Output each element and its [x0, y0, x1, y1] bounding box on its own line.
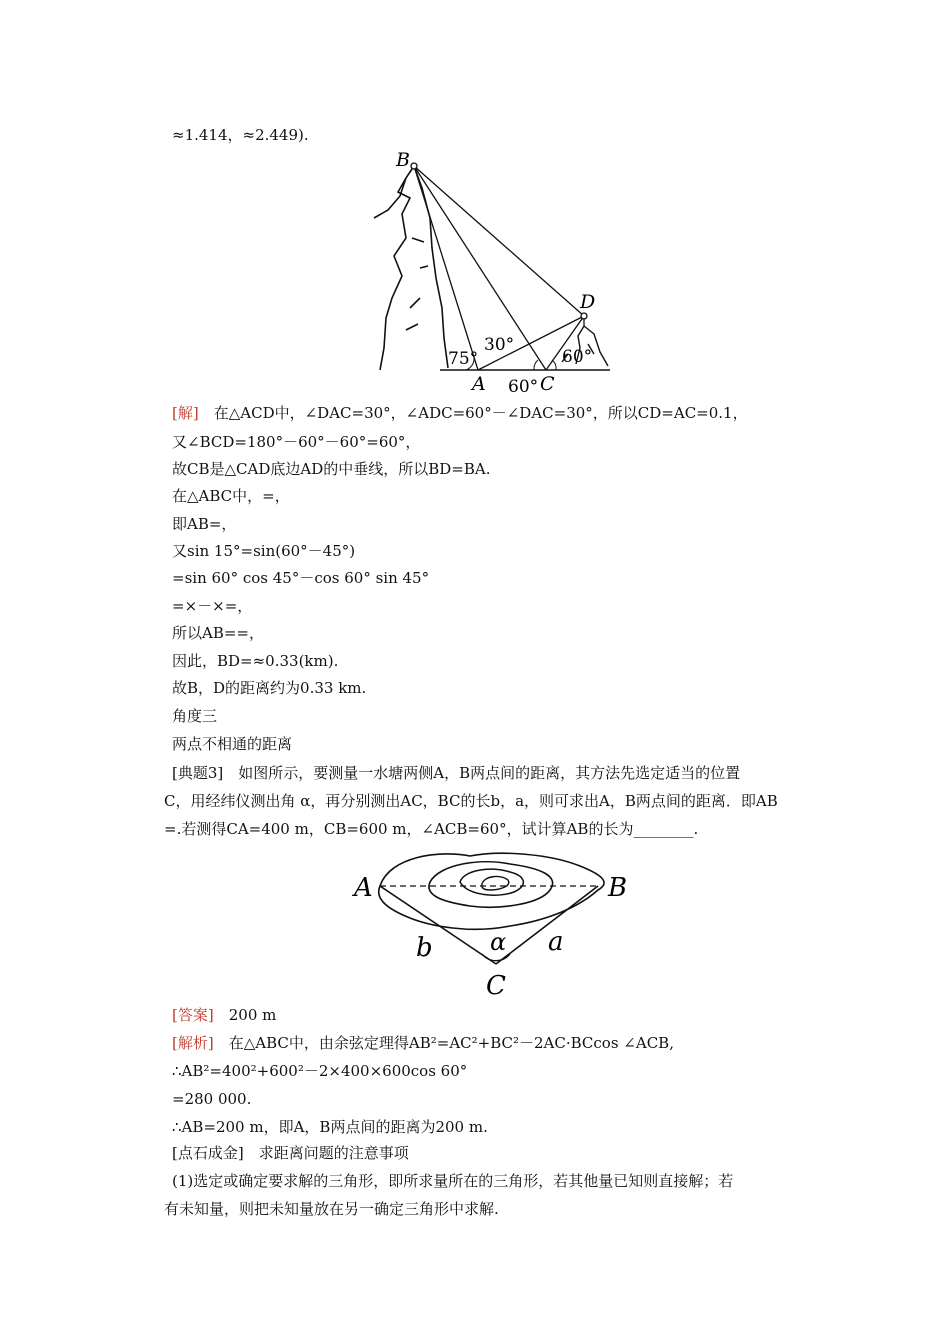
example3-line-2: C，用经纬仪测出角 α，再分别测出AC，BC的长b，a，则可求出A，B两点间的距离．即AB — [164, 792, 778, 810]
label-c: C — [540, 373, 555, 395]
pond-outer-contour — [379, 853, 604, 929]
answer-tag: [答案] — [172, 1006, 214, 1024]
label-d: D — [580, 291, 596, 313]
solution1-line-4: 在△ABC中，=， — [172, 487, 290, 505]
answer-value: 200 m — [228, 1006, 277, 1024]
tips-title: [点石成金] 求距离问题的注意事项 — [172, 1144, 409, 1162]
angle-30: 30° — [484, 335, 515, 355]
angle-60-bottom: 60° — [508, 377, 539, 397]
point-d — [581, 313, 587, 319]
figure-mountain-triangulation — [370, 148, 615, 398]
solution1-line-3: 故CB是△CAD底边AD的中垂线，所以BD=BA. — [172, 460, 491, 478]
angle-75: 75° — [448, 349, 479, 369]
label-pond-c: C — [486, 971, 506, 996]
point-b — [411, 163, 417, 169]
pond-inner-contour — [460, 869, 523, 895]
label-b: B — [396, 149, 410, 171]
analysis-line-2: ∴AB²=400²+600²－2×400×600cos 60° — [172, 1062, 468, 1080]
label-alpha: α — [490, 928, 507, 956]
solution1-line-6: 又sin 15°=sin(60°－45°) — [172, 542, 356, 560]
label-a: A — [472, 373, 486, 395]
solution1-line-9: 所以AB==， — [172, 624, 264, 642]
solution1-line-8: =×－×=， — [172, 597, 253, 615]
top-line: ≈1.414，≈2.449). — [172, 126, 309, 144]
tips-item1-line1: (1)选定或确定要求解的三角形，即所求量所在的三角形，若其他量已知则直接解；若 — [172, 1172, 734, 1190]
tips-item1-line2: 有未知量，则把未知量放在另一确定三角形中求解. — [164, 1200, 499, 1218]
solution1-line-7: =sin 60° cos 45°－cos 60° sin 45° — [172, 569, 430, 587]
analysis-tag: [解析] — [172, 1034, 214, 1052]
angle-60-right: 60° — [562, 347, 593, 367]
example3-line-3: =.若测得CA=400 m，CB=600 m，∠ACB=60°，试计算AB的长为________. — [164, 820, 699, 838]
label-side-b: b — [416, 933, 433, 963]
solution-tag: [解] — [172, 404, 199, 422]
analysis-line-1: [解析] 在△ABC中，由余弦定理得AB²=AC²+BC²－2AC·BCcos ∠ACB, — [172, 1034, 674, 1052]
pond-core-contour — [482, 877, 509, 890]
solution1-line-1: [解] 在△ACD中，∠DAC=30°，∠ADC=60°－∠DAC=30°，所以CD=AC=0.1， — [172, 404, 748, 422]
analysis-line-4: ∴AB=200 m，即A，B两点间的距离为200 m. — [172, 1118, 488, 1136]
solution1-line-2: 又∠BCD=180°－60°－60°=60°， — [172, 433, 421, 451]
cliff-outline — [374, 166, 448, 370]
analysis-line-3: =280 000. — [172, 1090, 252, 1108]
example3-line-1: [典题3] 如图所示，要测量一水塘两侧A，B两点间的距离，其方法先选定适当的位置 — [172, 764, 741, 782]
solution1-line-11: 故B，D的距离约为0.33 km. — [172, 679, 367, 697]
solution1-line-5: 即AB=， — [172, 515, 237, 533]
label-pond-a: A — [354, 873, 373, 903]
label-side-a: a — [548, 927, 564, 957]
label-pond-b: B — [608, 873, 628, 903]
answer-line — [172, 1005, 276, 1025]
angle-title: 角度三 — [172, 707, 218, 725]
solution1-line-10: 因此，BD=≈0.33(km). — [172, 652, 339, 670]
figure-pond — [350, 846, 635, 996]
topic-title: 两点不相通的距离 — [172, 735, 293, 753]
